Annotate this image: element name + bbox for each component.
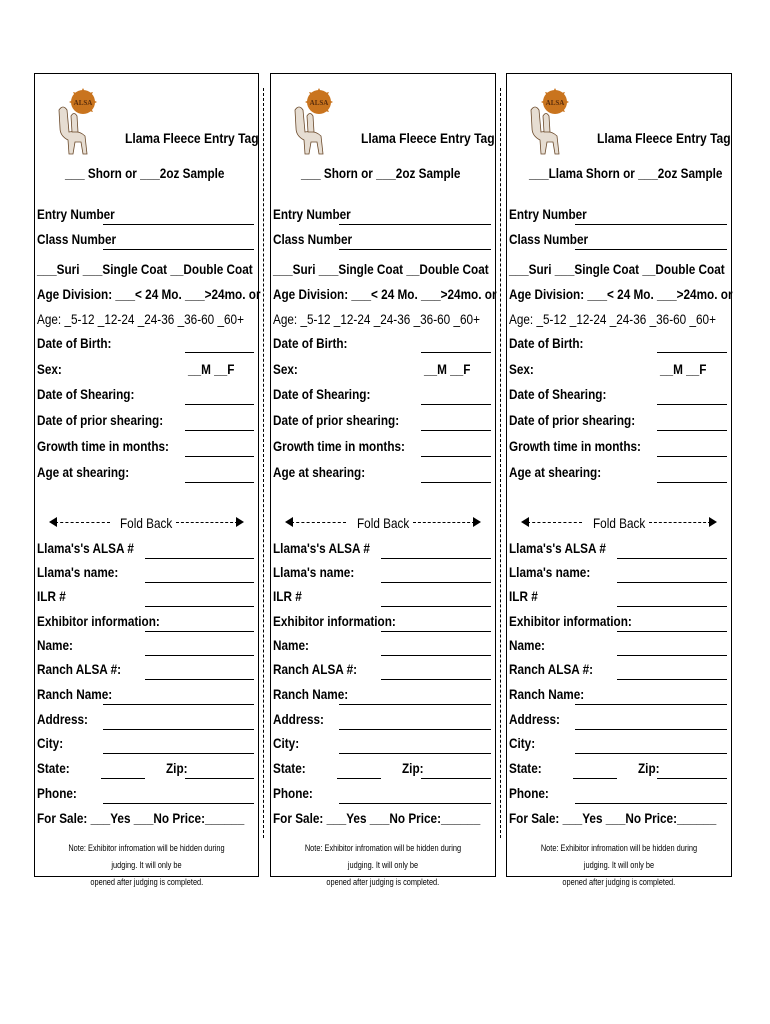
ilr-line[interactable] [617, 606, 727, 607]
ranch-name-label: Ranch Name: [37, 686, 113, 702]
class-number-label: Class Number [273, 231, 353, 247]
zip-line[interactable] [657, 778, 727, 779]
date-of-birth-label: Date of Birth: [509, 335, 584, 351]
sex-label: Sex: [37, 361, 62, 377]
ilr-label: ILR # [273, 588, 302, 604]
alsa-logo-icon [283, 88, 339, 160]
svg-text:ALSA: ALSA [545, 99, 565, 107]
date-prior-shearing-line[interactable] [657, 430, 727, 431]
city-line[interactable] [339, 753, 491, 754]
llama-name-label: Llama's name: [509, 564, 591, 580]
sex-label: Sex: [509, 361, 534, 377]
llama-alsa-label: Llama's's ALSA # [509, 540, 606, 556]
age-division: Age Division: ___< 24 Mo. ___>24mo. or [509, 286, 733, 302]
name-label: Name: [273, 637, 309, 653]
fold-arrow-right-icon [649, 522, 711, 523]
ranch-alsa-line[interactable] [617, 679, 727, 680]
exhibitor-info-label: Exhibitor information: [509, 613, 632, 629]
date-of-shearing-line[interactable] [657, 404, 727, 405]
date-of-shearing-line[interactable] [185, 404, 254, 405]
date-prior-shearing-line[interactable] [421, 430, 491, 431]
cut-line-2 [500, 88, 501, 838]
date-of-shearing-label: Date of Shearing: [37, 386, 135, 402]
age-ranges: Age: _5-12 _12-24 _24-36 _36-60 _60+ [37, 311, 244, 327]
date-prior-shearing-label: Date of prior shearing: [37, 412, 164, 428]
sex-options[interactable]: __M __F [424, 361, 471, 377]
class-number-line[interactable] [575, 249, 727, 250]
for-sale-line[interactable]: For Sale: ___Yes ___No Price:______ [509, 810, 717, 826]
llama-name-label: Llama's name: [273, 564, 355, 580]
date-of-birth-label: Date of Birth: [37, 335, 112, 351]
entry-number-label: Entry Number [273, 206, 351, 222]
for-sale-line[interactable]: For Sale: ___Yes ___No Price:______ [37, 810, 245, 826]
entry-number-label: Entry Number [37, 206, 115, 222]
sample-line: ___ Shorn or ___2oz Sample [301, 165, 461, 181]
class-number-label: Class Number [37, 231, 117, 247]
state-line[interactable] [101, 778, 145, 779]
city-line[interactable] [103, 753, 254, 754]
class-number-line[interactable] [103, 249, 254, 250]
name-line[interactable] [617, 655, 727, 656]
date-of-shearing-label: Date of Shearing: [509, 386, 607, 402]
tag-title: Llama Fleece Entry Tag [125, 130, 259, 146]
age-at-shearing-label: Age at shearing: [37, 464, 130, 480]
ranch-name-line[interactable] [339, 704, 491, 705]
zip-label: Zip: [402, 760, 424, 776]
growth-time-label: Growth time in months: [273, 438, 405, 454]
sample-line: ___ Shorn or ___2oz Sample [65, 165, 225, 181]
ranch-alsa-line[interactable] [381, 679, 491, 680]
date-prior-shearing-line[interactable] [185, 430, 254, 431]
alsa-logo-icon [519, 88, 575, 160]
fold-back-label: Fold Back [120, 515, 173, 531]
llama-alsa-line[interactable] [145, 558, 254, 559]
name-label: Name: [37, 637, 73, 653]
fold-back-marker [45, 514, 248, 532]
zip-line[interactable] [421, 778, 491, 779]
state-line[interactable] [573, 778, 617, 779]
growth-time-line[interactable] [185, 456, 254, 457]
address-label: Address: [37, 711, 88, 727]
fold-back-marker [281, 514, 485, 532]
entry-tag-1 [34, 73, 261, 887]
exhibitor-info-line[interactable] [381, 631, 491, 632]
city-label: City: [37, 735, 64, 751]
ranch-name-label: Ranch Name: [509, 686, 585, 702]
age-at-shearing-line[interactable] [421, 482, 491, 483]
name-line[interactable] [381, 655, 491, 656]
phone-line[interactable] [339, 803, 491, 804]
fold-back-marker [517, 514, 721, 532]
growth-time-line[interactable] [421, 456, 491, 457]
class-number-line[interactable] [339, 249, 491, 250]
state-label: State: [509, 760, 542, 776]
growth-time-label: Growth time in months: [509, 438, 641, 454]
llama-alsa-line[interactable] [617, 558, 727, 559]
exhibitor-note: Note: Exhibitor infromation will be hidden during judging. It will only be opened after judging is completed. [304, 843, 462, 887]
coat-type: ___Suri ___Single Coat __Double Coat [37, 261, 253, 277]
llama-alsa-line[interactable] [381, 558, 491, 559]
name-line[interactable] [145, 655, 254, 656]
entry-number-line[interactable] [339, 224, 491, 225]
ilr-label: ILR # [509, 588, 538, 604]
fold-arrow-right-icon [413, 522, 475, 523]
address-label: Address: [509, 711, 560, 727]
exhibitor-info-label: Exhibitor information: [37, 613, 160, 629]
city-label: City: [273, 735, 300, 751]
entry-tag-2 [270, 73, 497, 887]
llama-alsa-label: Llama's's ALSA # [273, 540, 370, 556]
age-at-shearing-label: Age at shearing: [273, 464, 366, 480]
date-of-shearing-label: Date of Shearing: [273, 386, 371, 402]
svg-text:ALSA: ALSA [309, 99, 329, 107]
phone-label: Phone: [37, 785, 77, 801]
coat-type: ___Suri ___Single Coat __Double Coat [509, 261, 725, 277]
fold-back-label: Fold Back [592, 515, 646, 531]
phone-line[interactable] [575, 803, 727, 804]
for-sale-line[interactable]: For Sale: ___Yes ___No Price:______ [273, 810, 481, 826]
ranch-alsa-label: Ranch ALSA #: [37, 661, 122, 677]
zip-label: Zip: [166, 760, 188, 776]
ilr-label: ILR # [37, 588, 66, 604]
fold-arrow-right-icon [176, 522, 238, 523]
date-of-shearing-line[interactable] [421, 404, 491, 405]
llama-name-line[interactable] [145, 582, 254, 583]
phone-label: Phone: [509, 785, 549, 801]
entry-number-label: Entry Number [509, 206, 587, 222]
age-at-shearing-line[interactable] [657, 482, 727, 483]
llama-name-line[interactable] [381, 582, 491, 583]
ranch-name-label: Ranch Name: [273, 686, 349, 702]
entry-number-line[interactable] [575, 224, 727, 225]
ranch-alsa-label: Ranch ALSA #: [509, 661, 594, 677]
age-ranges: Age: _5-12 _12-24 _24-36 _36-60 _60+ [273, 311, 480, 327]
ilr-line[interactable] [145, 606, 254, 607]
growth-time-line[interactable] [657, 456, 727, 457]
coat-type: ___Suri ___Single Coat __Double Coat [273, 261, 489, 277]
tag-title: Llama Fleece Entry Tag [597, 130, 731, 146]
cut-line-1 [263, 88, 264, 838]
sex-top-line [185, 352, 254, 353]
age-division: Age Division: ___< 24 Mo. ___>24mo. or [273, 286, 497, 302]
state-label: State: [273, 760, 306, 776]
ranch-name-line[interactable] [103, 704, 254, 705]
state-line[interactable] [337, 778, 381, 779]
entry-number-line[interactable] [103, 224, 254, 225]
date-prior-shearing-label: Date of prior shearing: [509, 412, 636, 428]
sex-label: Sex: [273, 361, 298, 377]
sex-options[interactable]: __M __F [188, 361, 235, 377]
exhibitor-info-label: Exhibitor information: [273, 613, 396, 629]
tag-title: Llama Fleece Entry Tag [361, 130, 495, 146]
city-label: City: [509, 735, 536, 751]
llama-name-line[interactable] [617, 582, 727, 583]
age-at-shearing-line[interactable] [185, 482, 254, 483]
name-label: Name: [509, 637, 545, 653]
date-prior-shearing-label: Date of prior shearing: [273, 412, 400, 428]
sex-top-line [657, 352, 727, 353]
age-at-shearing-label: Age at shearing: [509, 464, 602, 480]
phone-label: Phone: [273, 785, 313, 801]
sex-top-line [421, 352, 491, 353]
zip-label: Zip: [638, 760, 660, 776]
phone-line[interactable] [103, 803, 254, 804]
age-division: Age Division: ___< 24 Mo. ___>24mo. or [37, 286, 261, 302]
city-line[interactable] [575, 753, 727, 754]
fold-back-label: Fold Back [356, 515, 410, 531]
address-line[interactable] [339, 729, 491, 730]
exhibitor-info-line[interactable] [145, 631, 254, 632]
llama-alsa-label: Llama's's ALSA # [37, 540, 134, 556]
date-of-birth-label: Date of Birth: [273, 335, 348, 351]
ranch-name-line[interactable] [575, 704, 727, 705]
state-label: State: [37, 760, 70, 776]
ilr-line[interactable] [381, 606, 491, 607]
alsa-logo-icon [47, 88, 103, 160]
exhibitor-info-line[interactable] [617, 631, 727, 632]
sex-options[interactable]: __M __F [660, 361, 707, 377]
sample-line: ___Llama Shorn or ___2oz Sample [529, 165, 723, 181]
class-number-label: Class Number [509, 231, 589, 247]
address-line[interactable] [575, 729, 727, 730]
exhibitor-note: Note: Exhibitor infromation will be hidden during judging. It will only be opened after judging is completed. [540, 843, 698, 887]
svg-text:ALSA: ALSA [73, 99, 93, 107]
llama-name-label: Llama's name: [37, 564, 119, 580]
growth-time-label: Growth time in months: [37, 438, 169, 454]
address-line[interactable] [103, 729, 254, 730]
age-ranges: Age: _5-12 _12-24 _24-36 _36-60 _60+ [509, 311, 716, 327]
ranch-alsa-label: Ranch ALSA #: [273, 661, 358, 677]
ranch-alsa-line[interactable] [145, 679, 254, 680]
zip-line[interactable] [185, 778, 254, 779]
address-label: Address: [273, 711, 324, 727]
exhibitor-note: Note: Exhibitor infromation will be hidden during judging. It will only be opened after judging is completed. [68, 843, 225, 887]
entry-tag-3 [506, 73, 733, 887]
